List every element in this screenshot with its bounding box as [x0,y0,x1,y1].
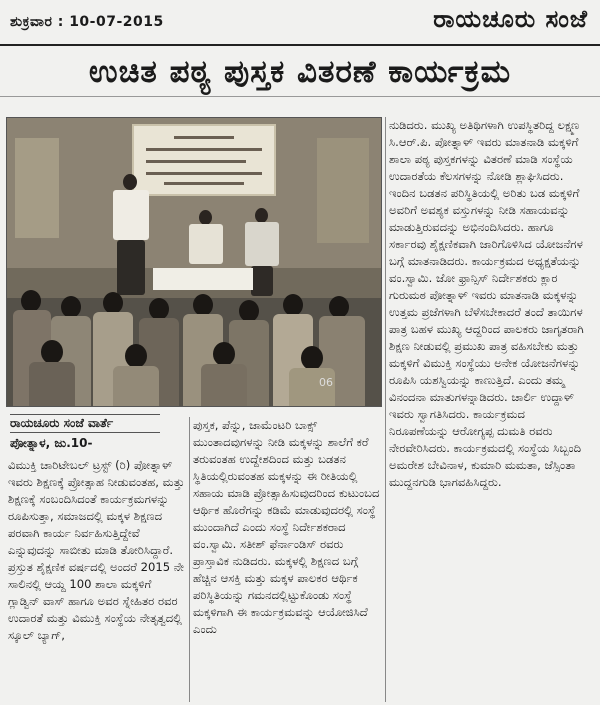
newspaper-logo: ರಾಯಚೂರು ಸಂಜೆ [433,4,588,33]
issue-date: ಶುಕ್ರವಾರ : 10-07-2015 [10,14,164,30]
article-column-2 [193,417,381,638]
article-text: ವಿಮುಕ್ತಿ ಚಾರಿಟೇಬಲ್ ಟ್ರಸ್ಟ್ (ರಿ) ಪೋತ್ನಾಳ್ ಇವರು ಶಿಕ್ಷಣಕ್ಕೆ ಪ್ರೋತ್ಸಾಹ ನೀಡುವಂತಹ, ಮತ್ತು ಶಿಕ್ಷಣಕ್ಕೆ ಸಂಬಂದಿಸಿದಂತೆ ಕಾರ್ಯಕ್ರಮಗಳನ್ನು ರೂಪಿಸುತ್ತಾ, ಸಮಾಜದಲ್ಲಿ ಮಕ್ಕಳ ಶಿಕ್ಷಣದ ಪರವಾಗಿ ಕಾರ್ಯ ನಿರ್ವಹಿಸುತ್ತಿದ್ದೇವೆ ಎನ್ನುವುದನ್ನು ಸಾಬೀತು ಮಾಡಿ ತೋರಿಸಿದ್ದಾರೆ. ಪ್ರಸ್ತುತ ಶೈಕ್ಷಣಿಕ ವರ್ಷದಲ್ಲಿ ಅಂದರೆ 2015 ನೇ ಸಾಲಿನಲ್ಲಿ ಆಯ್ದ 100 ಶಾಲಾ ಮಕ್ಕಳಿಗೆ ಗ್ಲಾಡ್ವಿನ್ ವಾಸ್ ಹಾಗೂ ಅವರ ಸ್ನೇಹಿತರ ರವರ ಉದಾರತೆ ಮತ್ತು ವಿಮುಕ್ತಿ ಸಂಸ್ಥೆಯ ನೇತೃತ್ವದಲ್ಲಿ ಸ್ಕೂಲ್ ಬ್ಯಾಗ್, [8,458,185,642]
headline: ಉಚಿತ ಪಠ್ಯ ಪುಸ್ತಕ ವಿತರಣೆ ಕಾರ್ಯಕ್ರಮ [0,48,600,97]
photo-window-left [15,138,59,238]
photo-window-right [317,138,369,243]
article-text: ಪುಸ್ತಕ, ಪೆನ್ನು, ಜಾಮೆಂಟರಿ ಬಾಕ್ಸ್ ಮುಂತಾದವುಗಳನ್ನು ನೀಡಿ ಮಕ್ಕಳನ್ನು ಶಾಲೆಗೆ ಕರೆ ತರುವಂತಹ ಉದ್ದೇಶದಿಂದ ಮತ್ತು ಬಡತನ ಸ್ಥಿತಿಯಲ್ಲಿರುವಂತಹ ಮಕ್ಕಳನ್ನು ಈ ರೀತಿಯಲ್ಲಿ ಸಹಾಯ ಮಾಡಿ ಪ್ರೋತ್ಸಾಹಿಸುವುದರಿಂದ ಕುಟುಂಬದ ಆರ್ಥಿಕ ಹೊರೆಗನ್ನು ಕಡಿಮೆ ಮಾಡುವುದರಲ್ಲಿ ಸಂಸ್ಥೆ ಮುಂದಾಗಿದೆ ಎಂದು ಸಂಸ್ಥೆ ನಿರ್ದೇಶಕರಾದ ವಂ.ಸ್ವಾಮಿ. ಸತೀಶ್ ಫೆರ್ನಾಂಡಿಸ್ ರವರು ಪ್ರಾಸ್ತಾವಿಕ ನುಡಿದರು. ಮಕ್ಕಳಲ್ಲಿ ಶಿಕ್ಷಣದ ಬಗ್ಗೆ ಹೆಚ್ಚಿನ ಆಸಕ್ತಿ ಮತ್ತು ಮಕ್ಕಳ ಪಾಲಕರ ಆರ್ಥಿಕ ಪರಿಸ್ಥಿತಿಯನ್ನು ಗಮನದಲ್ಲಿಟ್ಟುಕೊಂಡು ಸಂಸ್ಥೆ ಮಕ್ಕಳಿಗಾಗಿ ಈ ಕಾರ್ಯಕ್ರಮವನ್ನು ಆಯೋಜಿಸಿದೆ ಎಂದು [193,418,380,636]
article-column-1 [8,457,186,644]
byline-source: ರಾಯಚೂರು ಸಂಜೆ ವಾರ್ತೆ [10,414,160,433]
dateline: ಪೋತ್ನಾಳ, ಜು.10- [10,436,93,450]
photo-mark: 06 [319,376,333,389]
photo-banner [132,124,276,196]
article-text: ನುಡಿದರು. ಮುಖ್ಯ ಅತಿಥಿಗಳಾಗಿ ಉಪಸ್ಥಿತರಿದ್ದ ಲಕ್ಷ್ಮಣ ಸಿ.ಆರ್.ಪಿ. ಪೋತ್ನಾಳ್ ಇವರು ಮಾತನಾಡಿ ಮಕ್ಕಳಿಗೆ ಶಾಲಾ ಪಠ್ಯ ಪುಸ್ತಕಗಳನ್ನು ವಿತರಣೆ ಮಾಡಿ ಸಂಸ್ಥೆಯ ಉದಾರತೆಯ ಕೆಲಸಗಳನ್ನು ನೋಡಿ ಶ್ಲಾಘಿಸಿದರು. ಇಂದಿನ ಬಡತನ ಪರಿಸ್ಥಿತಿಯಲ್ಲಿ ಅರಿತು ಬಡ ಮಕ್ಕಳಿಗೆ ಅವರಿಗೆ ಅವಶ್ಯಕ ವಸ್ತುಗಳನ್ನು ನೀಡಿ ಸಹಾಯವನ್ನು ಮಾಡುತ್ತಿರುವದನ್ನು ಅಭಿನಂದಿಸಿದರು. ಹಾಗೂ ಸರ್ಕಾರವು ಶೈಕ್ಷಣಿಕವಾಗಿ ಜಾರಿಗೊಳಿಸಿದ ಯೋಜನೆಗಳ ಬಗ್ಗೆ ಮಾತನಾಡಿದರು. ಕಾರ್ಯಕ್ರಮದ ಅಧ್ಯಕ್ಷತೆಯನ್ನು ವಂ.ಸ್ವಾಮಿ. ಜೋ ಫ್ರಾನ್ಸಿಸ್ ನಿರ್ದೇಶಕರು ಕ್ಲಾರ ಗುರುಮಠ ಪೋತ್ನಾಳ್ ಇವರು ಮಾತನಾಡಿ ಮಕ್ಕಳನ್ನು ಉತ್ತಮ ಪ್ರಜೆಗಳಾಗಿ ಬೆಳೆಸಬೇಕಾದರೆ ತಂದೆ ತಾಯಿಗಳ ಪಾತ್ರ ಬಹಳ ಮುಖ್ಯ ಆದ್ದರಿಂದ ಪಾಲಕರು ಜಾಗೃತರಾಗಿ ಶಿಕ್ಷಣ ನೀಡುವಲ್ಲಿ ಪ್ರಮುಖ ಪಾತ್ರ ವಹಿಸಬೇಕು ಮತ್ತು ಮಕ್ಕಳಿಗೆ ವಿಮುಕ್ತಿ ಸಂಸ್ಥೆಯು ಅನೇಕ ಯೋಜನೆಗಳನ್ನು ರೂಪಿಸಿ ಯಶಸ್ವಿಯನ್ನು ಕಾಣುತ್ತಿದೆ. ಎಂದು ತಮ್ಮ ವಿನಂದನಾ ಮಾತುಗಳನ್ನಾಡಿದರು. ಚಾರ್ಲಿ ಉದ್ದಾಳ್ ಇವರು ಸ್ವಾಗತಿಸಿದರು. ಕಾರ್ಯಕ್ರಮದ ನಿರೂಪಣೆಯನ್ನು ಆರೋಗ್ಯಪ್ಪ ದುಮತಿ ರವರು ನೇರವೇರಿಸಿದರು. ಕಾರ್ಯಕ್ರಮದಲ್ಲಿ ಸಂಸ್ಥೆಯ ಸಿಬ್ಬಂದಿ ಅಮರೇಶ ಬೇವಿನಾಳ, ಕುಮಾರಿ ಮಮತಾ, ಜೆಸ್ಸಿಂತಾ ಮುದ್ದನಗುಡಿ ಭಾಗವಹಿಸಿದ್ದರು. [389,118,584,489]
masthead [0,0,600,46]
photo-table [153,268,253,290]
event-photo [6,117,382,407]
article-column-3 [389,117,587,491]
